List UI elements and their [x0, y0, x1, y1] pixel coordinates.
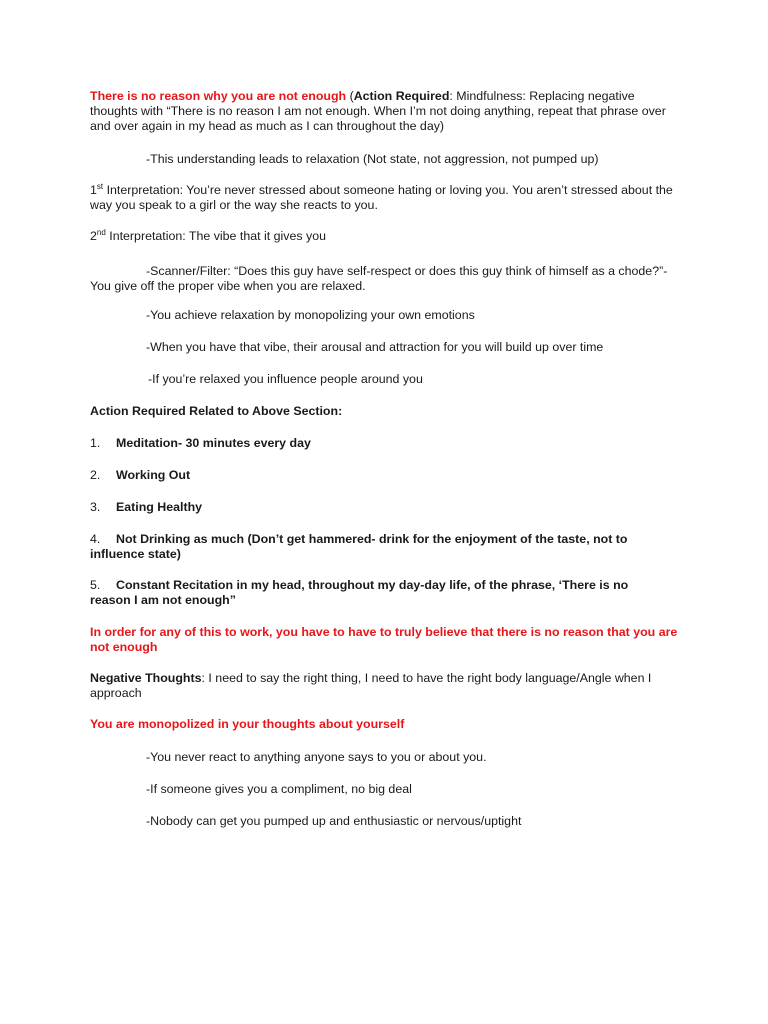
relaxed-line: -If you’re relaxed you influence people around you: [148, 372, 423, 386]
belief-statement: In order for any of this to work, you have to have to truly believe that there is no reason that you are not enough: [90, 625, 678, 654]
intro-paragraph: [90, 89, 680, 134]
negative-thoughts: [90, 671, 680, 701]
negative-thoughts-label: Negative Thoughts: [90, 671, 202, 685]
nobody-line: -Nobody can get you pumped up and enthusiastic or nervous/uptight: [146, 814, 522, 828]
action-item-4: 4. Not Drinking as much (Don’t get hammered- drink for the enjoyment of the taste, not to influence state): [90, 532, 628, 561]
vibe-line: -When you have that vibe, their arousal and attraction for you will build up over time: [146, 340, 604, 354]
never-react-line: -You never react to anything anyone says to you or about you.: [146, 750, 487, 764]
negative-thoughts-text: : I need to say the right thing, I need to have the right body language/Angle when I approach: [90, 671, 652, 700]
action-item-3: 3. Eating Healthy: [90, 500, 203, 514]
monopolize-line: -You achieve relaxation by monopolizing your own emotions: [146, 308, 475, 322]
action-item-1: 1. Meditation- 30 minutes every day: [90, 436, 311, 450]
scanner-filter-line: -Scanner/Filter: “Does this guy have self-respect or does this guy think of himself as a chode?”- You give off the proper vibe when you are relaxed.: [90, 264, 668, 293]
interpretation-1: 1st Interpretation: You’re never stressed about someone hating or loving you. You aren’t stressed about the way you speak to a girl or the way she reacts to you.: [90, 182, 673, 212]
intro-red-heading: There is no reason why you are not enough: [90, 89, 347, 103]
monopolized-heading: You are monopolized in your thoughts about yourself: [90, 717, 405, 731]
intro-action-label: Action Required: [353, 89, 450, 103]
action-heading: Action Required Related to Above Section:: [90, 404, 343, 418]
intro-text: : Mindfulness: Replacing negative thoughts with “There is no reason I am not enough. When I’m not doing anything, repeat that phrase over and over again in my head as much as I can throughout the day): [90, 89, 666, 133]
intro-open-paren: (: [346, 89, 354, 103]
action-item-2: 2. Working Out: [90, 468, 191, 482]
compliment-line: -If someone gives you a compliment, no big deal: [146, 782, 412, 796]
interpretation-2: 2nd Interpretation: The vibe that it gives you: [90, 228, 326, 243]
relaxation-line: -This understanding leads to relaxation (Not state, not aggression, not pumped up): [146, 152, 599, 166]
action-item-5: 5. Constant Recitation in my head, throughout my day-day life, of the phrase, ‘There is no reason I am not enough”: [90, 578, 629, 607]
